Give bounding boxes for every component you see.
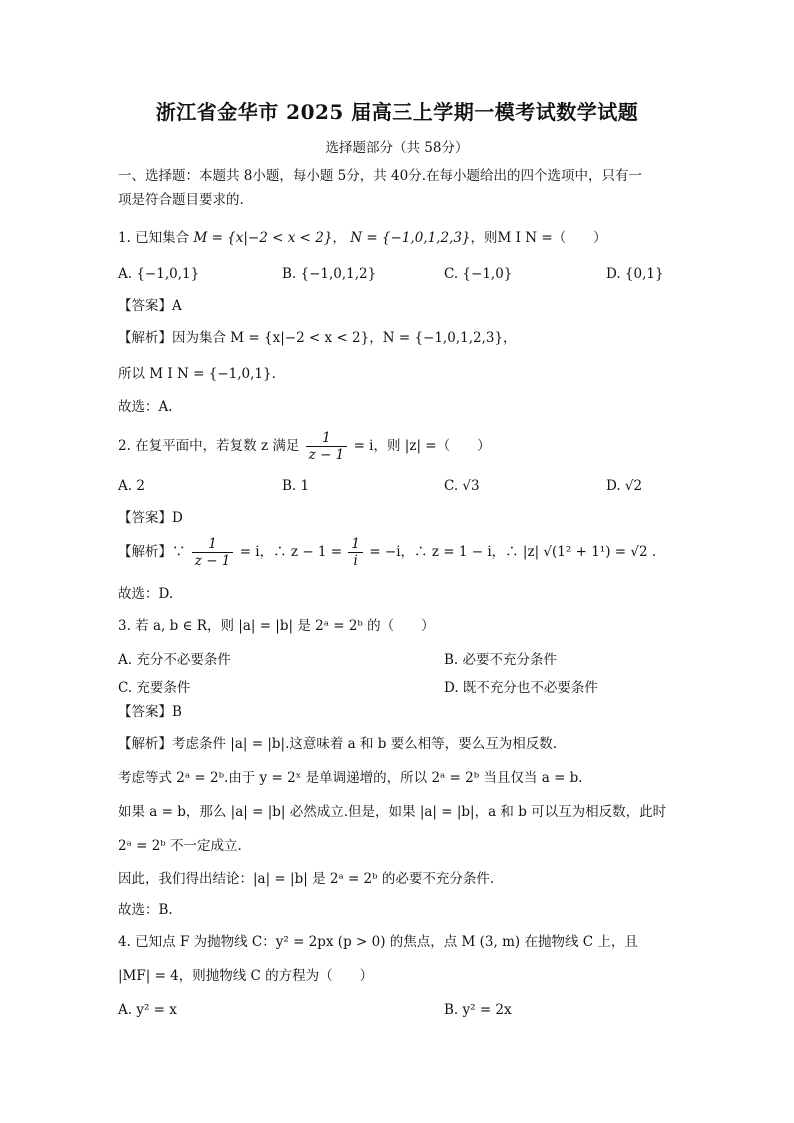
question-2-suffix: = i，则 |z| =（ ）	[353, 438, 491, 454]
question-1-answer: 【答案】A	[118, 298, 182, 314]
question-4-stem-1: 4. 已知点 F 为抛物线 C：y² = 2px (p > 0) 的焦点，点 M (3, m) 在抛物线 C 上，且	[118, 934, 638, 950]
question-2-analysis-fraction-2	[348, 536, 363, 569]
question-2-analysis-fraction-1	[192, 536, 234, 569]
question-1-set-m: M = {x|−2 < x < 2}	[193, 230, 333, 246]
question-3-option-a: A. 充分不必要条件	[118, 652, 231, 668]
question-2-analysis-mid: = i，∴ z − 1 =	[239, 544, 343, 560]
question-2-answer: 【答案】D	[118, 510, 183, 526]
question-2-choose: 故选：D.	[118, 586, 174, 602]
section-instructions-line-1: 一、选择题：本题共 8小题，每小题 5分，共 40分.在每小题给出的四个选项中，只有一	[118, 168, 643, 184]
question-4-option-a: A. y² = x	[118, 1002, 177, 1018]
question-3-option-d: D. 既不充分也不必要条件	[444, 680, 598, 696]
question-3-option-b: B. 必要不充分条件	[444, 652, 558, 668]
question-3-analysis-2: 考虑等式 2ᵃ = 2ᵇ.由于 y = 2ˣ 是单调递增的，所以 2ᵃ = 2ᵇ 当且仅当 a = b.	[118, 770, 583, 786]
question-1-choose: 故选：A.	[118, 399, 173, 415]
question-3-stem: 3. 若 a, b ∈ R，则 |a| = |b| 是 2ᵃ = 2ᵇ 的（ ）	[118, 618, 435, 634]
question-2-analysis-fraction-1-denominator: z − 1	[194, 553, 231, 569]
question-3-analysis-3: 如果 a = b，那么 |a| = |b| 必然成立.但是，如果 |a| = |b|，a 和 b 可以互为相反数，此时	[118, 804, 667, 820]
question-3-option-c: C. 充要条件	[118, 680, 191, 696]
question-1-analysis-2: 所以 M I N = {−1,0,1}.	[118, 366, 276, 382]
question-1-analysis-1: 【解析】因为集合 M = {x|−2 < x < 2}，N = {−1,0,1,2,3}，	[118, 330, 517, 346]
question-1-prefix: 1. 已知集合	[118, 230, 190, 246]
question-3-answer: 【答案】B	[118, 704, 182, 720]
question-4-stem-2: |MF| = 4，则抛物线 C 的方程为（ ）	[118, 968, 374, 984]
question-2-analysis-fraction-1-numerator: 1	[192, 536, 234, 553]
question-1-option-b: B. {−1,0,1,2}	[282, 266, 377, 282]
question-2-fraction-denominator: z − 1	[308, 447, 345, 463]
question-4-option-b: B. y² = 2x	[444, 1002, 512, 1018]
section-instructions-line-2: 项是符合题目要求的.	[118, 192, 244, 208]
question-2-analysis-fraction-2-numerator: 1	[348, 536, 363, 553]
question-1-set-n: N = {−1,0,1,2,3}	[350, 230, 471, 246]
question-2-prefix: 2. 在复平面中，若复数 z 满足	[118, 438, 300, 454]
question-2-analysis-prefix: 【解析】∵	[118, 544, 186, 560]
question-1-stem: 1. 已知集合 M = {x|−2 < x < 2}， N = {−1,0,1,2,3}，则M I N =（ ）	[118, 230, 607, 246]
question-1-ask: ，则M I N =（ ）	[470, 230, 607, 246]
question-2-analysis-rest: = −i，∴ z = 1 − i，∴ |z| √(1² + 1¹) = √2 .	[369, 544, 657, 560]
question-2-fraction-numerator: 1	[306, 430, 348, 447]
question-2-stem	[118, 428, 491, 464]
section-subtitle: 选择题部分（共 58分）	[325, 140, 469, 156]
question-1-option-c: C. {−1,0}	[444, 266, 513, 282]
question-2-option-a: A. 2	[118, 478, 145, 494]
question-2-option-c: C. √3	[444, 478, 480, 494]
question-2-analysis	[118, 534, 656, 570]
question-2-option-b: B. 1	[282, 478, 310, 494]
question-1-option-a: A. {−1,0,1}	[118, 266, 200, 282]
question-2-option-d: D. √2	[606, 478, 643, 494]
question-3-choose: 故选：B.	[118, 902, 173, 918]
question-2-fraction	[306, 430, 348, 463]
question-2-analysis-fraction-2-denominator: i	[353, 553, 358, 569]
question-1-option-d: D. {0,1}	[606, 266, 664, 282]
question-3-analysis-4: 2ᵃ = 2ᵇ 不一定成立.	[118, 838, 242, 854]
question-3-analysis-5: 因此，我们得出结论：|a| = |b| 是 2ᵃ = 2ᵇ 的必要不充分条件.	[118, 871, 495, 887]
page-title: 浙江省金华市 2025 届高三上学期一模考试数学试题	[155, 100, 639, 124]
question-3-analysis-1: 【解析】考虑条件 |a| = |b|.这意味着 a 和 b 要么相等，要么互为相反数.	[118, 736, 558, 752]
